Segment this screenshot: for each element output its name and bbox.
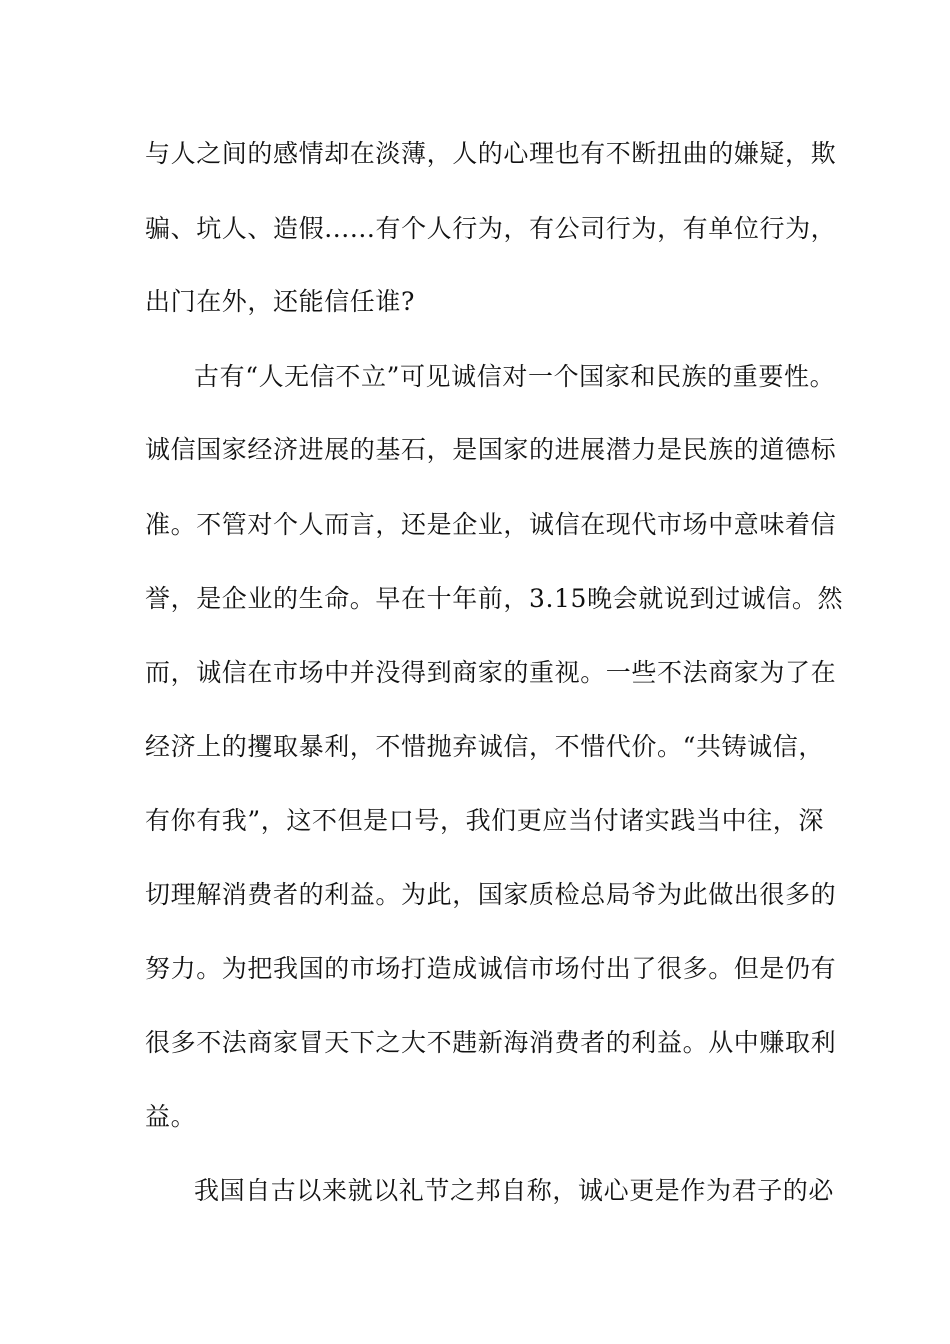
text-line: 切理解消费者的利益。为此，国家质检总局爷为此做出很多的	[145, 880, 837, 909]
text-line: 出门在外，还能信任谁?	[145, 287, 416, 316]
paragraph-start-line: 古有“人无信不立”可见诚信对一个国家和民族的重要性。	[194, 362, 836, 391]
text-line: 经济上的攫取暴利，不惜抛弃诚信，不惜代价。“共铸诚信，	[145, 732, 824, 761]
paragraph-start-line: 我国自古以来就以礼节之邦自称，诚心更是作为君子的必	[194, 1176, 835, 1205]
text-line: 有你有我”，这不但是口号，我们更应当付诸实践当中往，深	[145, 806, 824, 835]
text-line: 与人之间的感情却在淡薄，人的心理也有不断扭曲的嫌疑，欺	[145, 139, 837, 168]
text-line: 诚信国家经济进展的基石，是国家的进展潜力是民族的道德标	[145, 435, 837, 464]
text-line: 努力。为把我国的市场打造成诚信市场付出了很多。但是仍有	[145, 954, 837, 983]
text-line: 誉，是企业的生命。早在十年前，3.15晚会就说到过诚信。然	[145, 584, 844, 613]
text-line: 而，诚信在市场中并没得到商家的重视。一些不法商家为了在	[145, 658, 837, 687]
text-line: 骗、坑人、造假......有个人行为，有公司行为，有单位行为，	[145, 214, 837, 243]
text-line: 益。	[145, 1102, 197, 1131]
text-line: 准。不管对个人而言，还是企业，诚信在现代市场中意味着信	[145, 510, 837, 539]
text-line: 很多不法商家冒天下之大不韪新海消费者的利益。从中赚取利	[145, 1028, 837, 1057]
